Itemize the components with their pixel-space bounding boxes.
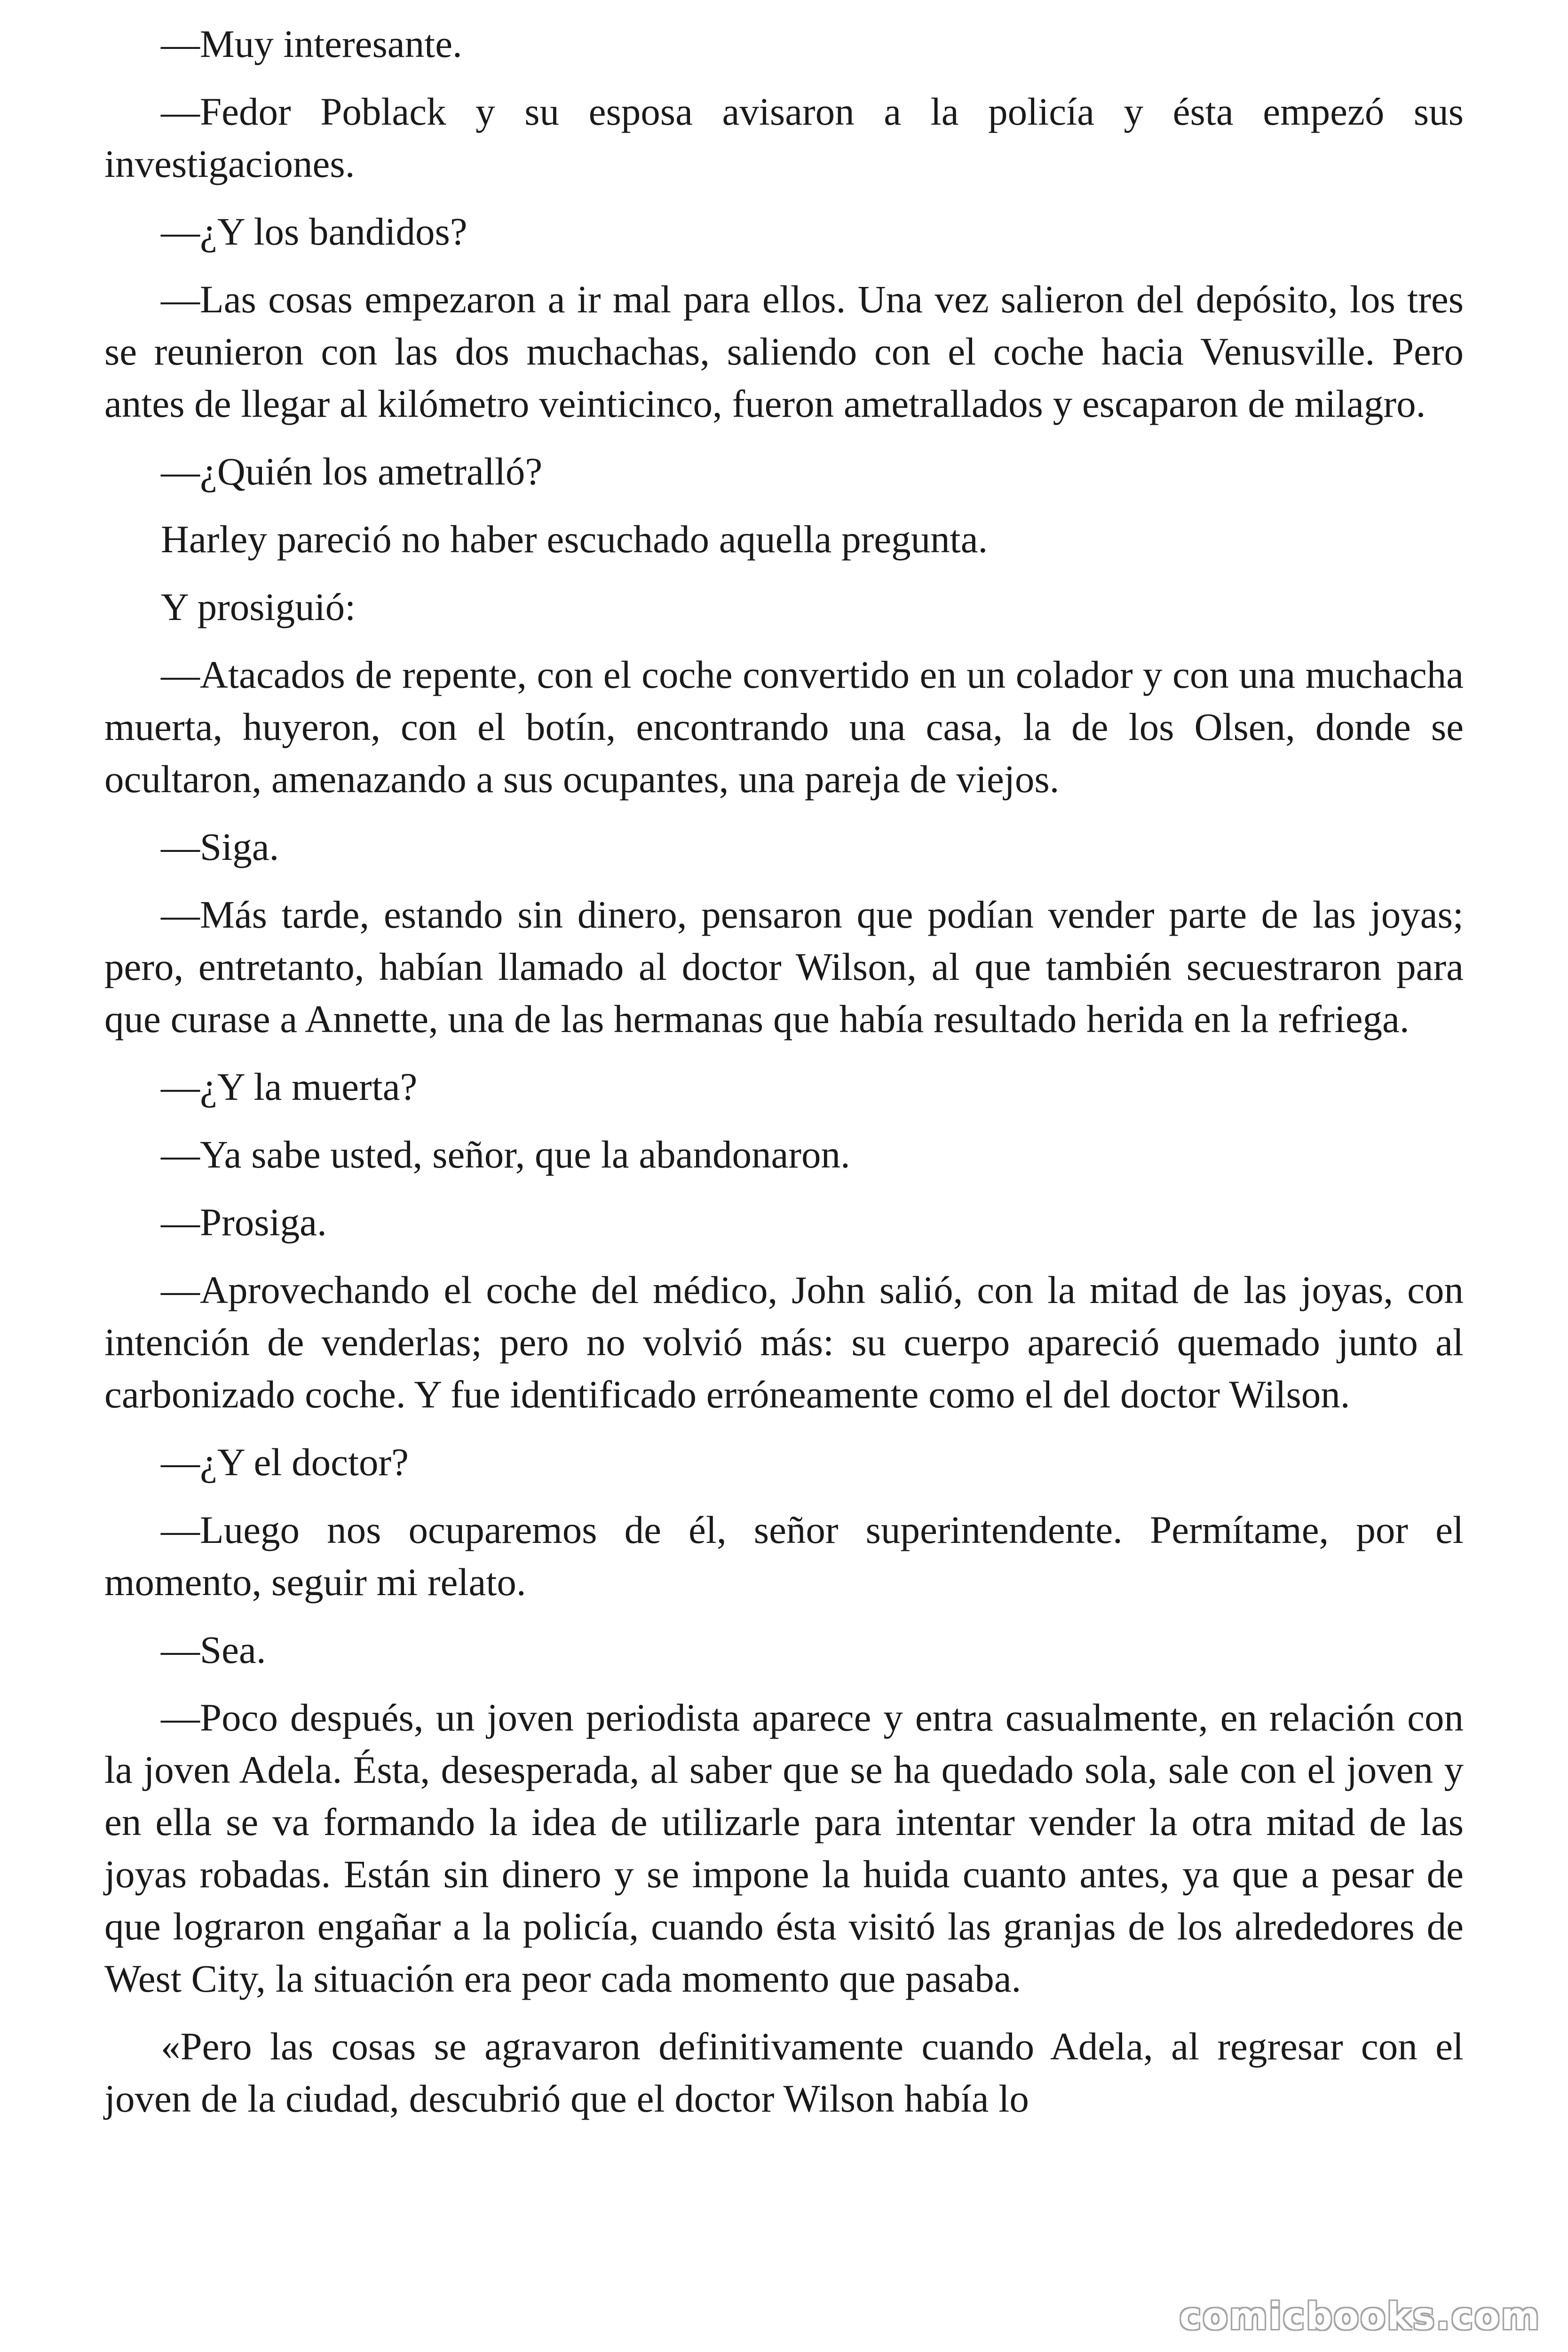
paragraph: —Luego nos ocuparemos de él, señor superintendente. Permítame, por el momento, seguir mi relato. (104, 1508, 1464, 1604)
paragraph: —Las cosas empezaron a ir mal para ellos. Una vez salieron del depósito, los tres se reunieron con las dos muchachas, saliendo con el coche hacia Venusville. Pero antes de llegar al kilómetro veinticinco, fueron ametrallados y escaparon de milagro. (104, 278, 1464, 425)
paragraph: —Fedor Poblack y su esposa avisaron a la policía y ésta empezó sus investigaciones. (104, 90, 1464, 185)
paragraph: Harley pareció no haber escuchado aquella pregunta. (161, 517, 988, 561)
paragraph: —¿Y el doctor? (161, 1440, 409, 1484)
paragraph: —Muy interesante. (161, 22, 462, 65)
paragraph: —Siga. (161, 825, 279, 868)
paragraph: —Aprovechando el coche del médico, John salió, con la mitad de las joyas, con intención de venderlas; pero no volvió más: su cuerpo apareció quemado junto al carbonizado coche. Y fue identificado erróneamente como el del doctor Wilson. (104, 1268, 1464, 1416)
page-body (104, 18, 1464, 2140)
paragraph: Y prosiguió: (161, 585, 356, 628)
paragraph: —¿Y los bandidos? (161, 210, 467, 253)
paragraph: —Más tarde, estando sin dinero, pensaron que podían vender parte de las joyas; pero, entretanto, habían llamado al doctor Wilson, al que también secuestraron para que curase a Annette, una de las hermanas que había resultado herida en la refriega. (104, 893, 1464, 1041)
paragraph: —Ya sabe usted, señor, que la abandonaron. (161, 1133, 850, 1176)
paragraph: —Atacados de repente, con el coche convertido en un colador y con una muchacha muerta, huyeron, con el botín, encontrando una casa, la de los Olsen, donde se ocultaron, amenazando a sus ocupantes, una pareja de viejos. (104, 653, 1464, 801)
paragraph: —Prosiga. (161, 1200, 327, 1244)
paragraph: —Poco después, un joven periodista aparece y entra casualmente, en relación con la joven Adela. Ésta, desesperada, al saber que se ha quedado sola, sale con el joven y en ella se va formando la idea de utilizarle para intentar vender la otra mitad de las joyas robadas. Están sin dinero y se impone la huida cuanto antes, ya que a pesar de que lograron engañar a la policía, cuando ésta visitó las granjas de los alrededores de West City, la situación era peor cada momento que pasaba. (104, 1696, 1464, 2000)
paragraph: —Sea. (161, 1628, 266, 1671)
watermark: comicbooks.com (1179, 2296, 1541, 2338)
paragraph: —¿Y la muerta? (161, 1065, 418, 1108)
paragraph: —¿Quién los ametralló? (161, 450, 543, 493)
paragraph: «Pero las cosas se agravaron definitivamente cuando Adela, al regresar con el joven de la ciudad, descubrió que el doctor Wilson había lo (104, 2025, 1464, 2120)
